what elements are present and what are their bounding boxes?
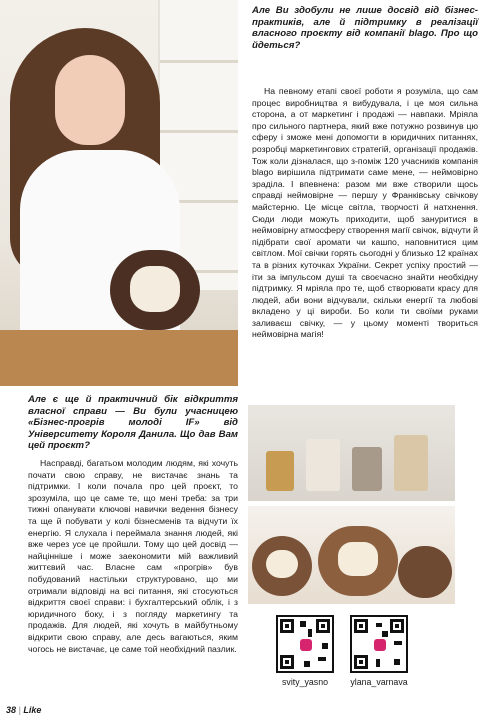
heart-candle	[110, 250, 200, 330]
qr-handle-label: svity_yasno	[282, 677, 328, 687]
qr-code-svity[interactable]	[276, 615, 334, 673]
page-number: 38	[6, 705, 17, 715]
wooden-table	[0, 330, 238, 386]
interview-answer-right: На певному етапі своєї роботи я розуміла, що сам процес виробництва я вибудувала, і це моя сильна сторона, а от маркетинг і продажі — навпаки. Мріяла про сильного партнера, який вже потужно розвинув цю сферу і зможе мені допомогти в юридичних питаннях, розробці маркетингових стратегій, організації продажів. Тож коли дізналася, що з-поміж 120 учасників компанія blago вирішила підтримати саме мене, — неймовірно зраділа. І впевнена: разом ми вже створили щось справді неймовірне — першу у Франківську свічкову майстерню. Це місце світла, творчості й натхнення. Сюди люди можуть приходити, щоб зануритися в неймовірну атмосферу створення магії свічок, відчути й підібрати свої аромати чи кашпо, наповнитися цим світлом. Мої свічки горять сьогодні у близько 12 країнах та в різних куточках України. Секрет успіху простий — іти за імпульсом душі та своєчасно знайти необхідну підтримку. Я мріяла про те, щоб створювати красу для людей, аби вони відчували, скільки енергії та любові вкладено у ці вироби. Бо коли ти своїми руками заливаєш свічку, — у цьому моменті твориться неймовірна магія!	[252, 86, 478, 340]
qr-handle-label: ylana_varnava	[350, 677, 408, 687]
interview-question-left: Але є ще й практичний бік відкриття власної справи — Ви були учасницею «Бізнес-прогрів молоді IF» від Університету Короля Данила. Що дав Вам цей проєкт?	[28, 394, 238, 452]
footer-separator: |	[18, 705, 21, 715]
interview-answer-left: Насправді, багатьом молодим людям, які хочуть почати свою справу, не вистачає знань та підтримки. І коли почала про цей проєкт, то зрозуміла, що це саме те, що мені треба: за три тижні опанувати ключові навички ведення бізнесу та ще й побувати у колі бізнесменів та відчути їх енергію. Я слухала і переймала знання людей, які вже через усе це пройшли. Тому що цей досвід — найцінніше і може заекономити мій важливий життєвий час. Власне сам «прогрів» був побудований настільки структуровано, що ми отримали відповіді на всі питання, які стосуються відкриття своєї справи: і бухгалтерський облік, і з юридичного боку, і з погляду маркетингу та продажів. Для людей, які хочуть в майбутньому відкрити свою справу, але десь вагаються, яким чогось не вистачає, це саме той необхідний пазлик.	[28, 458, 238, 654]
qr-code-ylana[interactable]	[350, 615, 408, 673]
interview-question-right: Але Ви здобули не лише досвід від бізнес-практиків, але й підтримку в реалізації власного проєкту від компанії blago. Про що йдеться?	[252, 5, 478, 51]
wooden-candles-photo	[248, 506, 455, 604]
candles-photo	[248, 405, 455, 501]
page-footer	[6, 705, 41, 715]
instagram-icon	[300, 639, 312, 651]
face-shape	[55, 55, 125, 145]
magazine-name: Like	[23, 705, 42, 715]
portrait-photo	[0, 0, 238, 386]
instagram-icon	[374, 639, 386, 651]
